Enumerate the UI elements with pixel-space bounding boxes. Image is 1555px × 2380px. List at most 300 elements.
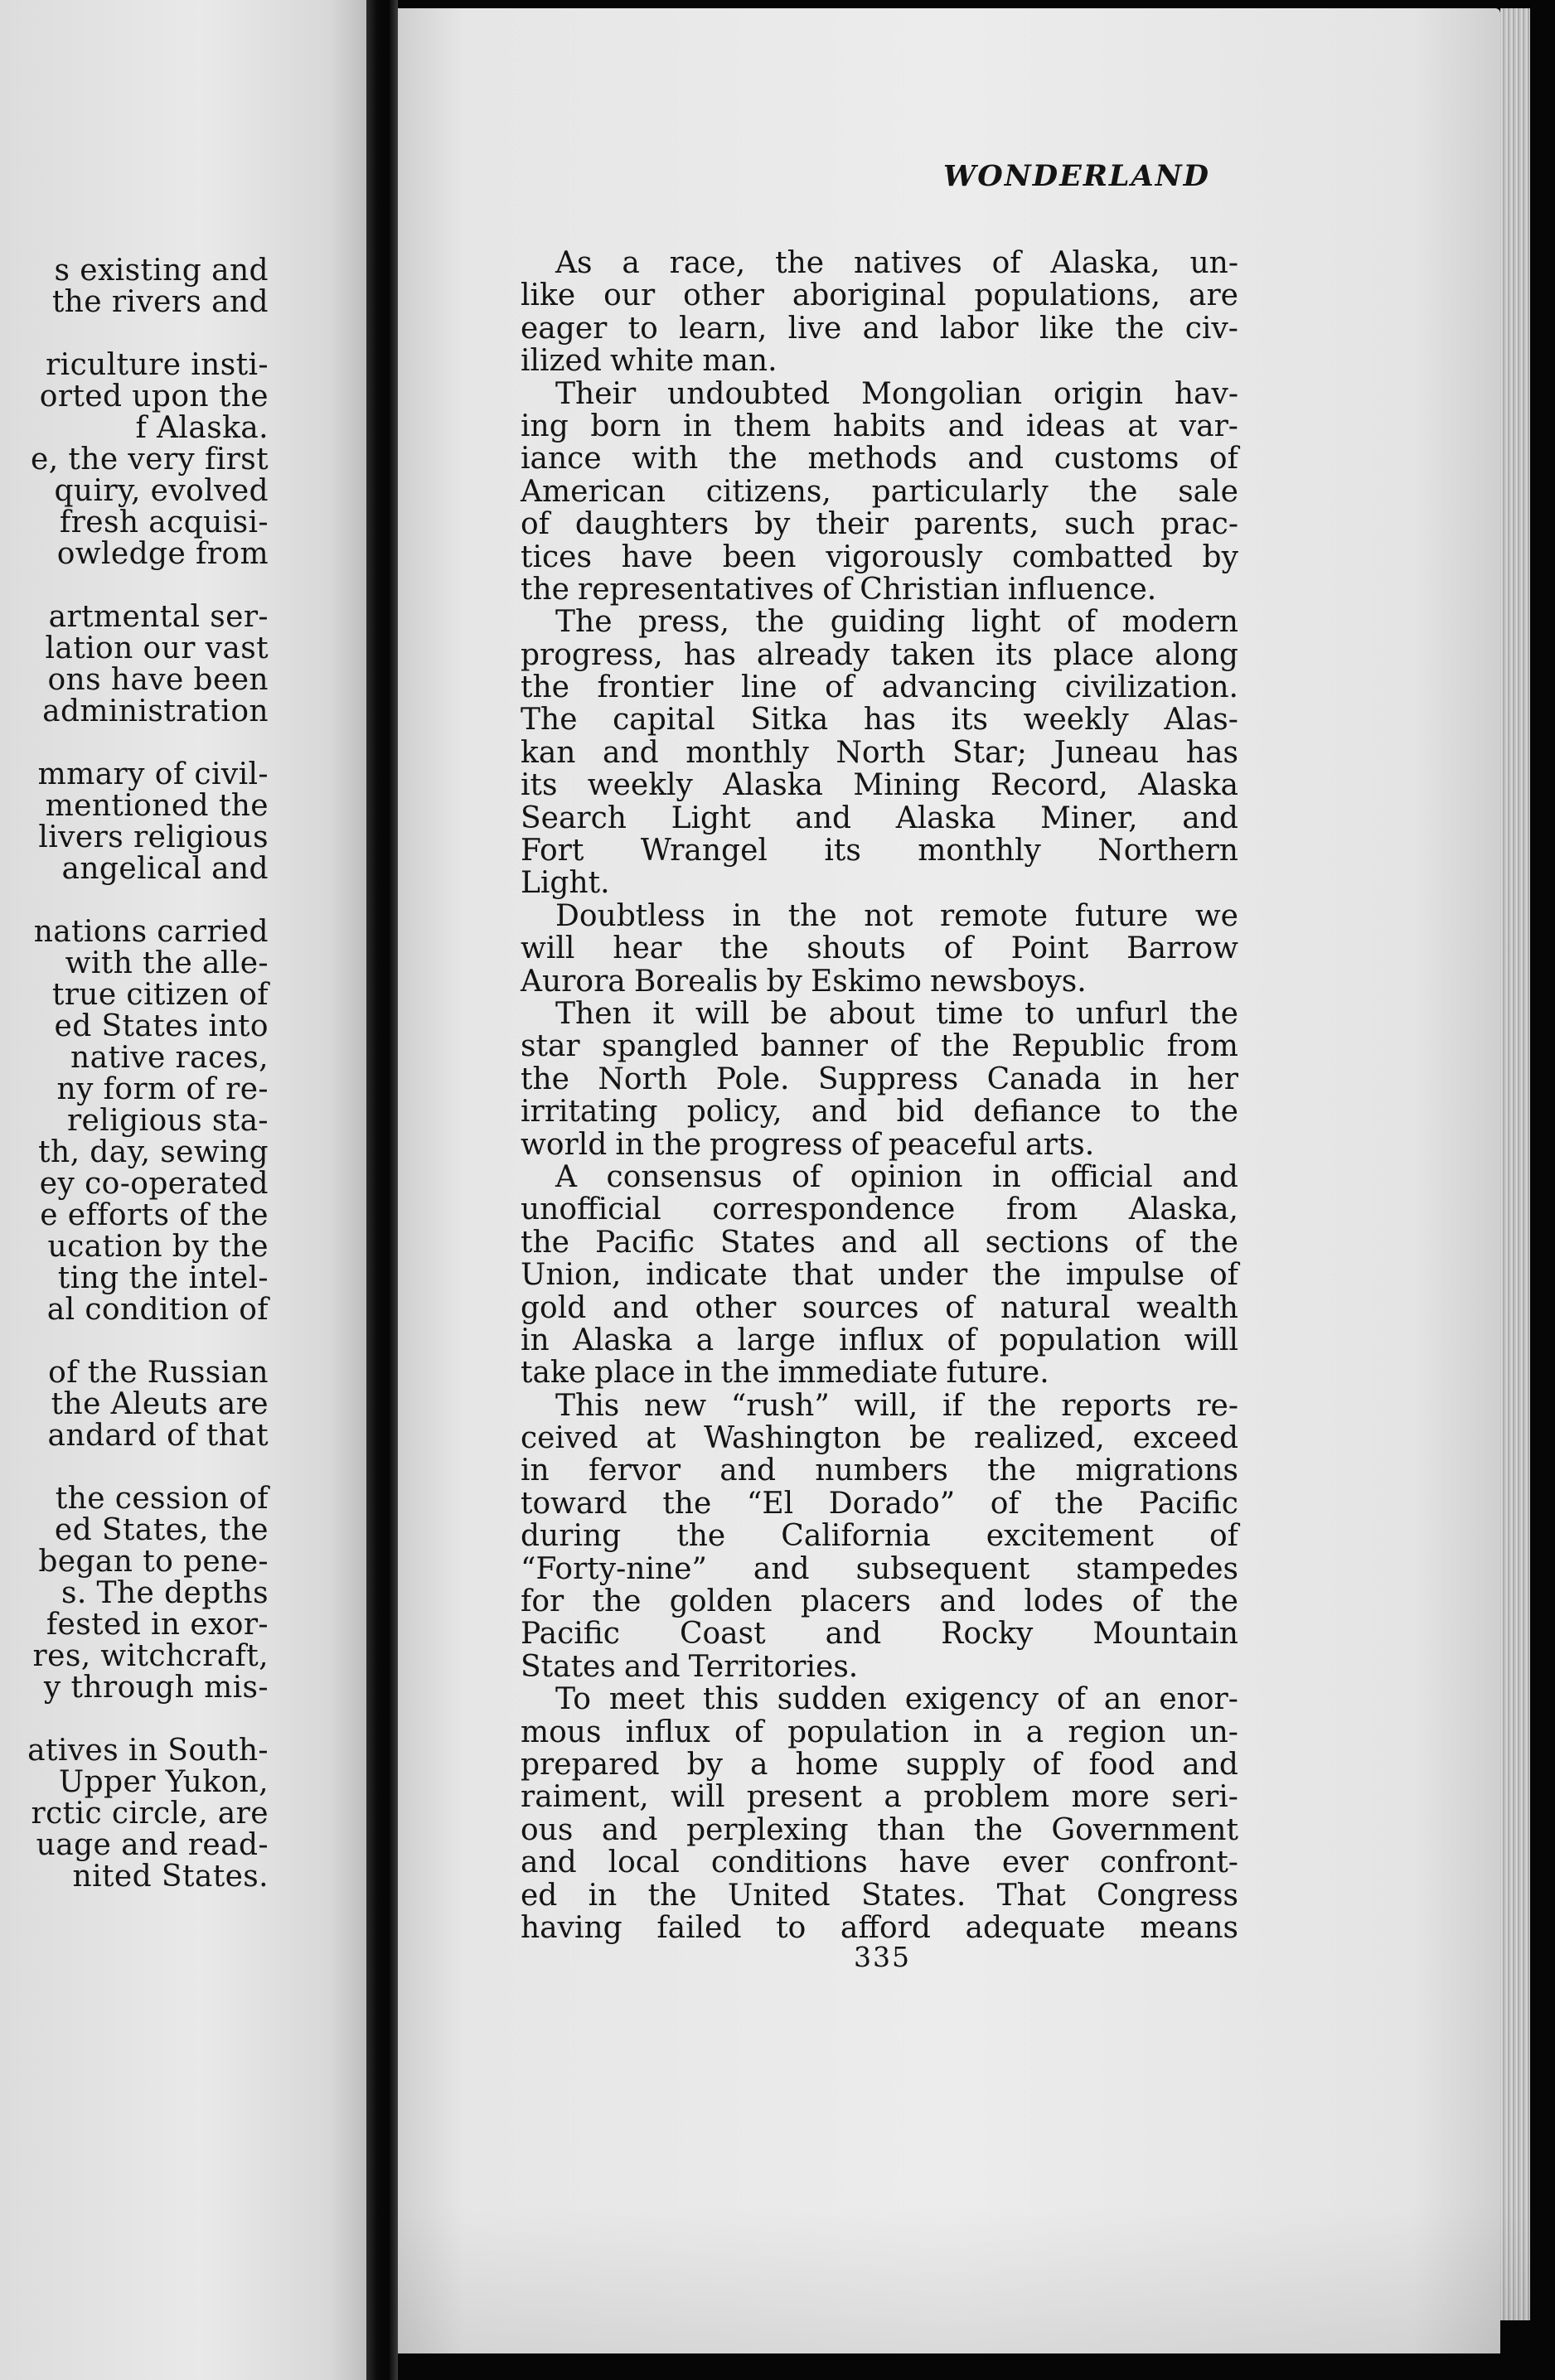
word: wealth bbox=[1136, 1290, 1238, 1325]
word: This bbox=[555, 1388, 620, 1423]
word: the bbox=[1189, 1584, 1238, 1619]
word: have bbox=[899, 1845, 971, 1880]
text-line bbox=[521, 1846, 1238, 1879]
word: for bbox=[521, 1584, 564, 1619]
word: Rocky bbox=[941, 1617, 1034, 1652]
word: “El bbox=[746, 1486, 794, 1521]
word: the bbox=[755, 605, 805, 640]
word: realized, bbox=[974, 1421, 1105, 1456]
word: and bbox=[947, 409, 1005, 443]
word: in bbox=[972, 1715, 1002, 1749]
word: and bbox=[719, 1454, 776, 1488]
text-line bbox=[521, 900, 1238, 932]
word: in bbox=[521, 1454, 550, 1488]
word: of bbox=[850, 1127, 880, 1162]
word: than bbox=[877, 1812, 946, 1847]
word: its bbox=[995, 637, 1033, 672]
text-line bbox=[521, 1030, 1238, 1062]
left-text-line: administration bbox=[42, 694, 269, 728]
left-text-line: the Aleuts are bbox=[51, 1387, 269, 1421]
left-text-line: the rivers and bbox=[51, 285, 269, 319]
left-text-line: native races, bbox=[70, 1041, 269, 1075]
word: a bbox=[1025, 1715, 1044, 1749]
word: To bbox=[555, 1682, 591, 1717]
word: vigorously bbox=[826, 539, 983, 574]
text-line bbox=[521, 1749, 1238, 1781]
word: customs bbox=[1054, 442, 1180, 476]
left-text-line: with the alle- bbox=[65, 946, 269, 980]
left-text-line: lation our vast bbox=[45, 631, 269, 665]
word: official bbox=[1050, 1159, 1153, 1194]
word: Mongolian bbox=[860, 376, 1023, 411]
word: in bbox=[615, 1127, 645, 1162]
left-paragraph-gap bbox=[0, 1704, 269, 1735]
word: Pacific bbox=[594, 1225, 695, 1260]
word: Light bbox=[671, 801, 751, 835]
word: from bbox=[1166, 1029, 1238, 1064]
text-line bbox=[521, 1063, 1238, 1096]
word: of bbox=[943, 931, 973, 966]
word: var- bbox=[1179, 409, 1238, 443]
word: peaceful bbox=[888, 1127, 1018, 1162]
text-line bbox=[521, 541, 1238, 573]
word: American bbox=[521, 474, 666, 509]
word: of bbox=[889, 1029, 919, 1064]
word: Fort bbox=[521, 834, 584, 868]
word: exigency bbox=[904, 1682, 1039, 1717]
word: of bbox=[1135, 1225, 1165, 1260]
word: a bbox=[750, 1747, 768, 1782]
word: weekly bbox=[1023, 703, 1129, 738]
text-line bbox=[521, 1912, 1238, 1944]
word: representatives bbox=[578, 572, 815, 607]
word: has bbox=[683, 637, 736, 672]
text-line bbox=[521, 1422, 1238, 1454]
text-line bbox=[521, 1292, 1238, 1324]
word: Star; bbox=[952, 735, 1027, 770]
text-line bbox=[521, 834, 1238, 867]
text-line bbox=[521, 1716, 1238, 1749]
word: line bbox=[741, 670, 797, 705]
word: in bbox=[683, 1356, 713, 1391]
word: of bbox=[945, 1290, 975, 1325]
word: already bbox=[756, 637, 870, 672]
word: undoubted bbox=[667, 376, 831, 411]
word: Pacific bbox=[521, 1617, 620, 1652]
word: Government bbox=[1051, 1812, 1238, 1847]
word: and bbox=[795, 801, 852, 835]
word: consensus bbox=[606, 1159, 763, 1194]
text-line bbox=[521, 1553, 1238, 1585]
word: Canada bbox=[986, 1062, 1102, 1096]
left-text-line: ey co-operated bbox=[39, 1167, 269, 1201]
left-text-line: e efforts of the bbox=[40, 1198, 269, 1232]
word: fervor bbox=[588, 1454, 681, 1488]
word: irritating bbox=[521, 1095, 658, 1130]
word: correspondence bbox=[712, 1192, 956, 1227]
word: during bbox=[521, 1519, 622, 1554]
left-text-line: ny form of re- bbox=[56, 1072, 269, 1106]
word: confront- bbox=[1099, 1845, 1238, 1880]
word: and bbox=[1182, 1747, 1238, 1782]
left-text-line: fresh acquisi- bbox=[59, 506, 269, 539]
left-text-line: ons have been bbox=[47, 663, 269, 697]
body-text-column bbox=[521, 247, 1238, 1944]
word: shouts bbox=[807, 931, 906, 966]
text-line bbox=[521, 476, 1238, 508]
word: Alaska bbox=[572, 1323, 673, 1357]
word: of bbox=[1131, 1584, 1161, 1619]
left-text-line: andard of that bbox=[47, 1419, 269, 1453]
word: other bbox=[695, 1290, 777, 1325]
word: in bbox=[588, 1878, 618, 1913]
word: present bbox=[746, 1780, 862, 1815]
left-text-line: atives in South- bbox=[27, 1734, 269, 1768]
left-text-line: uage and read- bbox=[36, 1828, 269, 1862]
text-line bbox=[521, 573, 1238, 606]
word: in bbox=[521, 1323, 550, 1357]
word: arts. bbox=[1025, 1127, 1095, 1162]
word: home bbox=[795, 1747, 879, 1782]
word: the bbox=[521, 1062, 569, 1096]
word: Congress bbox=[1097, 1878, 1238, 1913]
word: white bbox=[609, 344, 695, 379]
text-line bbox=[521, 1879, 1238, 1912]
word: the bbox=[1189, 1225, 1238, 1260]
word: been bbox=[722, 539, 797, 574]
word: immediate bbox=[778, 1356, 938, 1391]
text-line bbox=[521, 704, 1238, 736]
word: not bbox=[864, 898, 913, 933]
word: are bbox=[1189, 278, 1238, 313]
text-line bbox=[521, 802, 1238, 834]
word: prepared bbox=[521, 1747, 660, 1782]
word: eager bbox=[521, 311, 608, 346]
word: region bbox=[1068, 1715, 1166, 1749]
word: newsboys. bbox=[929, 964, 1087, 999]
left-text-line: nited States. bbox=[72, 1860, 269, 1894]
page-bottom-shadow bbox=[398, 2204, 1530, 2353]
text-line bbox=[521, 867, 1238, 899]
word: placers bbox=[800, 1584, 912, 1619]
word: afford bbox=[840, 1910, 931, 1945]
word: mous bbox=[521, 1715, 602, 1749]
word: Alaska bbox=[723, 768, 823, 803]
word: opinion bbox=[850, 1159, 963, 1194]
word: Suppress bbox=[817, 1062, 959, 1096]
word: numbers bbox=[815, 1454, 948, 1488]
word: population bbox=[999, 1323, 1161, 1357]
word: North bbox=[598, 1062, 688, 1096]
word: Republic bbox=[1011, 1029, 1146, 1064]
word: adequate bbox=[965, 1910, 1106, 1945]
word: a bbox=[622, 246, 640, 280]
word: means bbox=[1140, 1910, 1238, 1945]
word: and bbox=[1182, 1159, 1238, 1194]
word: Then bbox=[555, 996, 632, 1031]
word: indicate bbox=[646, 1258, 768, 1293]
word: The bbox=[555, 605, 613, 640]
word: A bbox=[555, 1159, 577, 1194]
word: As bbox=[555, 246, 593, 280]
word: unofficial bbox=[521, 1192, 661, 1227]
text-line bbox=[521, 1585, 1238, 1618]
word: in bbox=[992, 1159, 1021, 1194]
word: migrations bbox=[1075, 1454, 1238, 1488]
word: be bbox=[770, 996, 808, 1031]
text-line bbox=[521, 1129, 1238, 1161]
word: its bbox=[824, 834, 861, 868]
word: origin bbox=[1053, 376, 1144, 411]
word: and bbox=[939, 1584, 996, 1619]
text-line bbox=[521, 1683, 1238, 1715]
word: Wrangel bbox=[640, 834, 768, 868]
word: and bbox=[753, 1551, 810, 1586]
left-text-line: angelical and bbox=[61, 852, 269, 886]
word: seri- bbox=[1171, 1780, 1238, 1815]
text-line bbox=[521, 279, 1238, 312]
word: banner bbox=[760, 1029, 868, 1064]
word: ed bbox=[521, 1878, 558, 1913]
word: Mountain bbox=[1092, 1617, 1238, 1652]
text-line bbox=[521, 1193, 1238, 1226]
word: subsequent bbox=[855, 1551, 1030, 1586]
word: under bbox=[878, 1258, 968, 1293]
word: about bbox=[828, 996, 915, 1031]
word: an bbox=[1103, 1682, 1141, 1717]
word: parents, bbox=[913, 507, 1039, 542]
word: natives bbox=[853, 246, 962, 280]
word: Light. bbox=[521, 866, 610, 901]
word: a bbox=[884, 1780, 902, 1815]
word: monthly bbox=[685, 735, 809, 770]
word: lodes bbox=[1024, 1584, 1104, 1619]
word: ilized bbox=[521, 344, 602, 379]
word: Record, bbox=[990, 768, 1108, 803]
left-text-line: ucation by the bbox=[47, 1230, 269, 1264]
word: live bbox=[787, 311, 842, 346]
word: the bbox=[1115, 311, 1165, 346]
word: Miner, bbox=[1040, 801, 1138, 835]
left-text-line: fested in exor- bbox=[46, 1608, 269, 1642]
word: from bbox=[1005, 1192, 1078, 1227]
word: sudden bbox=[777, 1682, 887, 1717]
word: the bbox=[592, 1584, 642, 1619]
word: it bbox=[652, 996, 675, 1031]
word: the bbox=[1054, 1486, 1104, 1521]
text-line bbox=[521, 508, 1238, 540]
left-paragraph-gap bbox=[0, 570, 269, 602]
word: un- bbox=[1189, 1715, 1238, 1749]
word: unfurl bbox=[1075, 996, 1169, 1031]
word: by bbox=[686, 1747, 724, 1782]
text-line bbox=[521, 312, 1238, 345]
word: will bbox=[671, 1780, 725, 1815]
word: ceived bbox=[521, 1421, 618, 1456]
word: the bbox=[987, 1454, 1037, 1488]
word: aboriginal bbox=[792, 278, 947, 313]
word: policy, bbox=[686, 1095, 782, 1130]
text-line bbox=[521, 1488, 1238, 1520]
text-line bbox=[521, 1357, 1238, 1389]
text-line bbox=[521, 345, 1238, 377]
left-text-line: f Alaska. bbox=[135, 411, 269, 445]
word: that bbox=[792, 1258, 854, 1293]
text-line bbox=[521, 1651, 1238, 1683]
text-line bbox=[521, 1520, 1238, 1552]
word: sources bbox=[802, 1290, 919, 1325]
word: toward bbox=[521, 1486, 627, 1521]
word: star bbox=[521, 1029, 580, 1064]
left-text-line: y through mis- bbox=[43, 1671, 269, 1705]
word: spangled bbox=[602, 1029, 739, 1064]
word: the bbox=[728, 442, 778, 476]
word: That bbox=[996, 1878, 1066, 1913]
text-line bbox=[521, 1161, 1238, 1193]
word: the bbox=[1189, 996, 1238, 1031]
word: Alas- bbox=[1164, 703, 1238, 738]
word: problem bbox=[923, 1780, 1050, 1815]
word: Northern bbox=[1097, 834, 1238, 868]
word: frontier bbox=[597, 670, 714, 705]
word: the bbox=[973, 1812, 1023, 1847]
word: of bbox=[792, 1159, 821, 1194]
word: reports bbox=[1061, 1388, 1172, 1423]
word: the bbox=[647, 1878, 697, 1913]
word: sale bbox=[1178, 474, 1238, 509]
word: Pole. bbox=[715, 1062, 790, 1096]
text-line bbox=[521, 639, 1238, 671]
page-number: 335 bbox=[854, 1941, 911, 1973]
word: “rush” bbox=[730, 1388, 830, 1423]
word: press, bbox=[637, 605, 729, 640]
word: we bbox=[1194, 898, 1238, 933]
word: Search bbox=[521, 801, 627, 835]
left-text-line: ting the intel- bbox=[57, 1261, 269, 1295]
word: in bbox=[683, 409, 712, 443]
word: in bbox=[732, 898, 762, 933]
left-paragraph-gap bbox=[0, 1452, 269, 1483]
word: and bbox=[521, 1845, 577, 1880]
word: of bbox=[990, 1486, 1020, 1521]
word: supply bbox=[905, 1747, 1005, 1782]
word: Barrow bbox=[1126, 931, 1238, 966]
word: by bbox=[754, 507, 791, 542]
text-line bbox=[521, 247, 1238, 279]
word: advancing bbox=[881, 670, 1038, 705]
word: combatted bbox=[1012, 539, 1173, 574]
word: this bbox=[702, 1682, 759, 1717]
word: our bbox=[603, 278, 656, 313]
word: will bbox=[1184, 1323, 1238, 1357]
word: of bbox=[1209, 1258, 1238, 1293]
word: by bbox=[766, 964, 802, 999]
left-text-line: e, the very first bbox=[30, 443, 269, 476]
word: Aurora bbox=[521, 964, 626, 999]
word: prac- bbox=[1160, 507, 1238, 542]
word: populations, bbox=[974, 278, 1161, 313]
word: the bbox=[787, 898, 837, 933]
text-line bbox=[521, 1324, 1238, 1357]
text-line bbox=[521, 998, 1238, 1030]
text-line bbox=[521, 769, 1238, 801]
left-paragraph-gap bbox=[0, 885, 269, 917]
word: of bbox=[1066, 605, 1096, 640]
left-text-line: Upper Yukon, bbox=[58, 1765, 269, 1799]
word: a bbox=[695, 1323, 715, 1357]
word: ing bbox=[521, 409, 569, 443]
word: hav- bbox=[1174, 376, 1238, 411]
word: born bbox=[590, 409, 661, 443]
word: with bbox=[632, 442, 699, 476]
left-text-line: began to pene- bbox=[38, 1545, 269, 1579]
word: world bbox=[521, 1127, 608, 1162]
word: will, bbox=[854, 1388, 918, 1423]
left-text-line: res, witchcraft, bbox=[32, 1639, 269, 1673]
word: Sitka bbox=[750, 703, 829, 738]
word: guiding bbox=[830, 605, 946, 640]
word: ever bbox=[1001, 1845, 1069, 1880]
word: large bbox=[737, 1323, 816, 1357]
word: civilization. bbox=[1064, 670, 1238, 705]
word: and bbox=[613, 1290, 669, 1325]
left-text-line: religious sta- bbox=[66, 1104, 269, 1138]
word: excitement bbox=[986, 1519, 1154, 1554]
word: place bbox=[1053, 637, 1135, 672]
text-line bbox=[521, 1390, 1238, 1422]
word: the bbox=[1189, 1095, 1238, 1130]
word: Their bbox=[555, 376, 637, 411]
word: to bbox=[1130, 1095, 1160, 1130]
left-page bbox=[0, 0, 366, 2380]
word: conditions bbox=[710, 1845, 868, 1880]
word: progress, bbox=[521, 637, 663, 672]
word: take bbox=[521, 1356, 587, 1391]
word: and bbox=[862, 311, 919, 346]
word: at bbox=[646, 1421, 676, 1456]
word: raiment, bbox=[521, 1780, 649, 1815]
word: light bbox=[971, 605, 1041, 640]
word: methods bbox=[807, 442, 937, 476]
word: gold bbox=[521, 1290, 587, 1325]
word: more bbox=[1071, 1780, 1150, 1815]
word: Eskimo bbox=[810, 964, 922, 999]
word: Territories. bbox=[688, 1649, 859, 1684]
word: to bbox=[1025, 996, 1055, 1031]
word: impulse bbox=[1065, 1258, 1185, 1293]
text-line bbox=[521, 606, 1238, 638]
word: the bbox=[775, 246, 825, 280]
word: States. bbox=[861, 1878, 966, 1913]
word: golden bbox=[669, 1584, 773, 1619]
word: Alaska bbox=[895, 801, 996, 835]
word: future. bbox=[946, 1356, 1049, 1391]
word: them bbox=[734, 409, 811, 443]
word: such bbox=[1064, 507, 1136, 542]
book-gutter bbox=[366, 0, 398, 2380]
word: labor bbox=[939, 311, 1019, 346]
word: Juneau bbox=[1054, 735, 1160, 770]
word: all bbox=[923, 1225, 960, 1260]
left-text-line: the cession of bbox=[55, 1482, 269, 1516]
word: of bbox=[734, 1715, 763, 1749]
word: and bbox=[840, 1225, 898, 1260]
word: States bbox=[719, 1225, 816, 1260]
word: influx bbox=[625, 1715, 710, 1749]
word: to bbox=[627, 311, 658, 346]
word: habits bbox=[832, 409, 927, 443]
word: food bbox=[1088, 1747, 1155, 1782]
